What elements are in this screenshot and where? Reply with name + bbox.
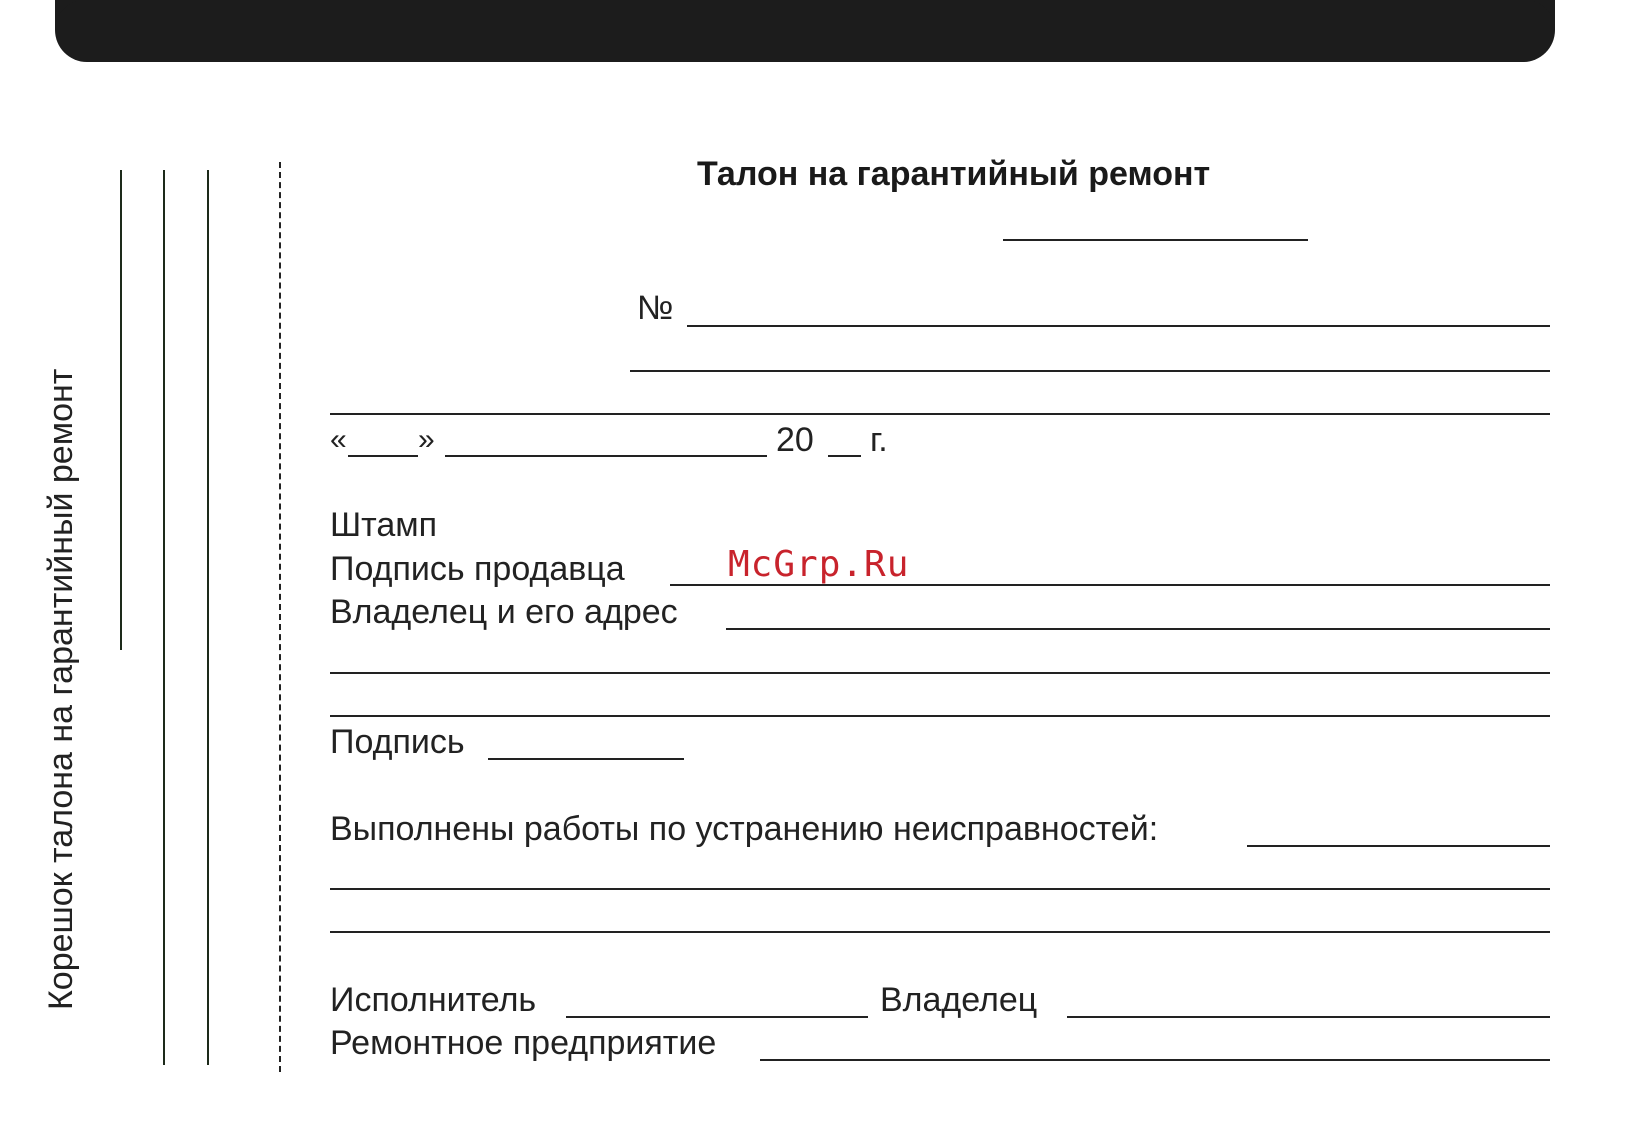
repair-company-label: Ремонтное предприятие <box>330 1024 717 1062</box>
date-year-suffix: г. <box>870 421 888 459</box>
form-title: Талон на гарантийный ремонт <box>697 155 1211 193</box>
number-field-line-2[interactable] <box>630 370 1550 372</box>
owner-label: Владелец <box>880 981 1038 1019</box>
number-field[interactable] <box>687 325 1550 327</box>
date-day-field[interactable] <box>348 455 418 457</box>
stub-line-3 <box>207 170 209 1065</box>
title-underline-field[interactable] <box>1003 239 1308 241</box>
stub-line-1 <box>120 170 122 650</box>
works-field[interactable] <box>1247 845 1550 847</box>
date-month-field[interactable] <box>445 455 767 457</box>
signature-field[interactable] <box>488 758 684 760</box>
date-close-quote: » <box>418 423 435 456</box>
works-field-line-3[interactable] <box>330 931 1550 933</box>
stamp-label: Штамп <box>330 506 438 544</box>
owner-address-field-line-2[interactable] <box>330 672 1550 674</box>
owner-address-label: Владелец и его адрес <box>330 593 678 631</box>
executor-field[interactable] <box>566 1016 868 1018</box>
executor-label: Исполнитель <box>330 981 537 1019</box>
date-year-prefix: 20 <box>776 421 814 459</box>
tear-line <box>279 162 281 1072</box>
works-label: Выполнены работы по устранению неисправностей: <box>330 810 1159 848</box>
number-label: № <box>637 289 674 327</box>
stub-line-2 <box>163 170 165 1065</box>
product-field-line[interactable] <box>330 413 1550 415</box>
owner-address-field[interactable] <box>726 628 1550 630</box>
signature-label: Подпись <box>330 723 465 761</box>
date-year-field[interactable] <box>828 455 861 457</box>
date-open-quote: « <box>330 423 347 456</box>
stub-title: Корешок талона на гарантийный ремонт <box>42 368 80 1010</box>
watermark-text: McGrp.Ru <box>728 544 910 585</box>
owner-address-field-line-3[interactable] <box>330 715 1550 717</box>
works-field-line-2[interactable] <box>330 888 1550 890</box>
seller-signature-label: Подпись продавца <box>330 550 625 588</box>
owner-field[interactable] <box>1067 1016 1550 1018</box>
top-bar <box>55 0 1555 62</box>
repair-company-field[interactable] <box>760 1059 1550 1061</box>
